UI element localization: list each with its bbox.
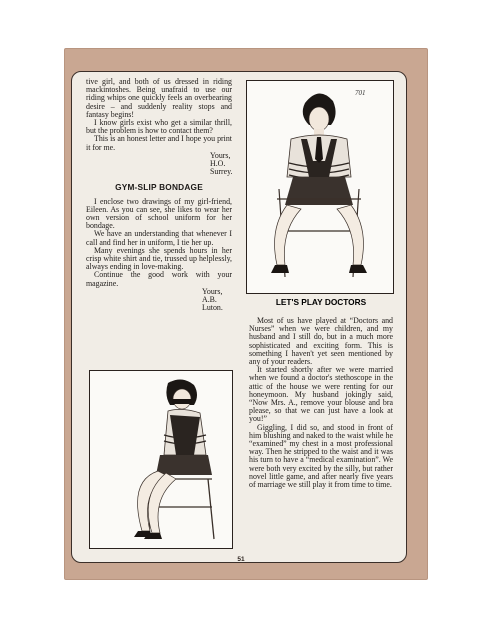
letter-paragraph: Giggling, I did so, and stood in front of him blushing and naked to the waist while he “examined” my chest in a most professional way. Then he stripped to the waist and it was his turn to have a “medical examination”. We were both very excited by the silly, but rather novel little game, and after nearly five years of marriage we still play it from time to time. <box>249 422 393 490</box>
letter-paragraph: I enclose two drawings of my girl-friend, Eileen. As you can see, she likes to wear her own version of school uniform for her bondage. <box>86 196 232 231</box>
letter-paragraph: Many evenings she spends hours in her crisp white shirt and tie, trussed up helplessly, always ending in love-making. <box>86 245 232 272</box>
letter-paragraph: It started shortly after we were married when we found a doctor's stethoscope in the attic of the house we were renting for our honeymoon. My husband jokingly said, “Now Mrs. A., remove your blouse and bra please, so that we can just have a look at you!” <box>249 365 393 424</box>
letter-paragraph: tive girl, and both of us dressed in riding mackintoshes. Being unafraid to use our riding whips one quickly feels an overbearing desire – and suddenly reality stops and fantasy begins! <box>86 77 232 119</box>
place: Luton. <box>202 303 223 313</box>
letter-paragraph: I know girls exist who get a similar thrill, but the problem is how to contact them? <box>86 118 232 136</box>
signoff: Yours, <box>202 286 223 296</box>
signoff: Yours, <box>210 150 231 160</box>
page-number: 51 <box>237 556 245 563</box>
drawing-seated-top <box>246 80 394 294</box>
place: Surrey. <box>210 167 233 177</box>
left-column <box>86 78 232 312</box>
letter-paragraph: Most of us have played at “Doctors and Nurses” when we were children, and my husband and I still do, but in a much more sophisticated and exciting form. This is something I haven't yet seen mentioned by any of your readers. <box>249 316 393 367</box>
letter-paragraph: We have an understanding that whenever I call and find her in uniform, I tie her up. <box>86 229 232 247</box>
drawing-mark: 701 <box>355 89 366 97</box>
bound-figure-drawing <box>90 371 231 547</box>
letter-paragraph: Continue the good work with your magazine. <box>86 270 232 288</box>
right-column <box>249 317 393 489</box>
letter-paragraph: This is an honest letter and I hope you print it for me. <box>86 134 232 152</box>
initials: A.B. <box>202 295 217 305</box>
section-heading-gym-slip: GYM-SLIP BONDAGE <box>115 182 203 193</box>
drawing-seated-bottom <box>89 370 233 549</box>
bound-figure-drawing <box>247 81 392 292</box>
section-heading-doctors: LET'S PLAY DOCTORS <box>275 297 367 307</box>
initials: H.O. <box>210 159 226 169</box>
